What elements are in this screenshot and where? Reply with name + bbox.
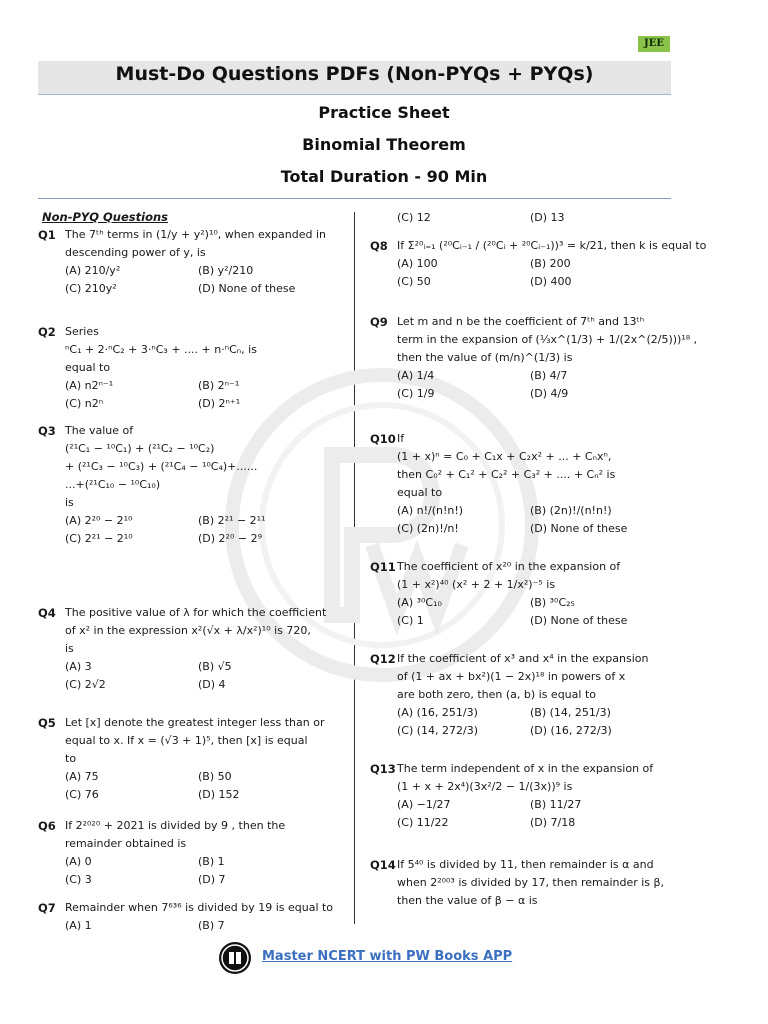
question-text: Let m and n be the coefficient of 7ᵗʰ and 13ᵗʰ [397,315,645,328]
answer-option: (B) 4/7 [530,369,568,382]
question-text: If the coefficient of x³ and x⁴ in the expansion [397,652,649,665]
question-number: Q3 [38,424,56,438]
question-text: descending power of y, is [65,246,206,259]
question-text: (1 + x)ⁿ = C₀ + C₁x + C₂x² + ... + Cₙxⁿ, [397,450,612,463]
answer-option: (C) 12 [397,211,431,224]
answer-option: (C) (14, 272/3) [397,724,479,737]
question-number: Q13 [370,762,396,776]
book-icon [219,942,251,974]
question-text: then the value of (m/n)^(1/3) is [397,351,573,364]
answer-option: (B) (2n)!/(n!n!) [530,504,612,517]
answer-option: (A) 0 [65,855,92,868]
question-text: equal to [65,361,111,374]
answer-option: (B) √5 [198,660,232,673]
question-text: The term independent of x in the expansion of [397,762,654,775]
answer-option: (C) 1 [397,614,424,627]
answer-option: (D) None of these [198,282,296,295]
answer-option: (D) None of these [530,614,628,627]
answer-option: (C) 2√2 [65,678,106,691]
section-label: Non-PYQ Questions [42,210,169,224]
duration-title: Total Duration - 90 Min [280,167,488,186]
header-rule [38,198,671,199]
answer-option: (B) (14, 251/3) [530,706,611,719]
question-text: equal to [397,486,443,499]
topic-title: Binomial Theorem [302,135,466,154]
question-text: Series [65,325,99,338]
answer-option: (C) 210y² [65,282,117,295]
question-text: are both zero, then (a, b) is equal to [397,688,596,701]
answer-option: (D) 7/18 [530,816,576,829]
pw-watermark-logo [222,365,542,685]
question-text: remainder obtained is [65,837,187,850]
question-text: Let [x] denote the greatest integer less than or [65,716,325,729]
question-number: Q1 [38,228,56,242]
question-number: Q2 [38,325,56,339]
question-text: is [65,642,74,655]
question-text: (1 + x²)⁴⁰ (x² + 2 + 1/x²)⁻⁵ is [397,578,556,591]
question-text: The positive value of λ for which the coefficient [65,606,327,619]
question-text: The coefficient of x²⁰ in the expansion of [397,560,621,573]
answer-option: (B) 200 [530,257,571,270]
answer-option: (D) 152 [198,788,240,801]
answer-option: (B) 7 [198,919,225,932]
question-text: term in the expansion of (⅓x^(1/3) + 1/(2x^(2/5)))¹⁸ , [397,333,698,346]
question-text: ⁿC₁ + 2·ⁿC₂ + 3·ⁿC₃ + .... + n·ⁿCₙ, is [65,343,257,356]
question-text: If 2²⁰²⁰ + 2021 is divided by 9 , then the [65,819,286,832]
answer-option: (A) ³⁰C₁₀ [397,596,442,609]
question-text: If [397,432,405,445]
question-text: (²¹C₁ − ¹⁰C₁) + (²¹C₂ − ¹⁰C₂) [65,442,215,455]
answer-option: (A) 1 [65,919,92,932]
question-number: Q4 [38,606,56,620]
question-number: Q7 [38,901,56,915]
question-number: Q6 [38,819,56,833]
answer-option: (A) n!/(n!n!) [397,504,464,517]
answer-option: (A) 2²⁰ − 2¹⁰ [65,514,133,527]
question-text: ...+(²¹C₁₀ − ¹⁰C₁₀) [65,478,161,491]
answer-option: (C) 11/22 [397,816,449,829]
question-text: then C₀² + C₁² + C₂² + C₃² + .... + Cₙ² is [397,468,616,481]
question-text: + (²¹C₃ − ¹⁰C₃) + (²¹C₄ − ¹⁰C₄)+...... [65,460,258,473]
sheet-title: Practice Sheet [318,103,450,122]
page-title: Must-Do Questions PDFs (Non-PYQs + PYQs) [115,63,594,85]
answer-option: (D) None of these [530,522,628,535]
answer-option: (C) 2²¹ − 2¹⁰ [65,532,133,545]
exam-badge: JEE [638,36,670,52]
question-number: Q12 [370,652,396,666]
answer-option: (D) 4 [198,678,226,691]
question-number: Q11 [370,560,396,574]
answer-option: (A) 3 [65,660,92,673]
answer-option: (C) 1/9 [397,387,435,400]
answer-option: (A) 210/y² [65,264,121,277]
question-text: (1 + x + 2x⁴)(3x²/2 − 1/(3x))⁹ is [397,780,573,793]
question-number: Q5 [38,716,56,730]
answer-option: (C) n2ⁿ [65,397,104,410]
question-text: Remainder when 7⁶³⁶ is divided by 19 is equal to [65,901,334,914]
answer-option: (A) 100 [397,257,438,270]
answer-option: (D) 2ⁿ⁺¹ [198,397,241,410]
answer-option: (D) 4/9 [530,387,569,400]
question-text: of x² in the expression x²(√x + λ/x²)¹⁰ is 720, [65,624,311,637]
question-text: If Σ²⁰ᵢ₌₁ (²⁰Cᵢ₋₁ / (²⁰Cᵢ + ²⁰Cᵢ₋₁))³ = k/21, then k is equal to [397,239,707,252]
answer-option: (D) (16, 272/3) [530,724,612,737]
answer-option: (A) (16, 251/3) [397,706,478,719]
answer-option: (C) (2n)!/n! [397,522,459,535]
answer-option: (C) 76 [65,788,99,801]
answer-option: (D) 7 [198,873,226,886]
question-text: when 2²⁰⁰³ is divided by 17, then remainder is β, [397,876,665,889]
question-text: is [65,496,74,509]
answer-option: (D) 400 [530,275,572,288]
answer-option: (D) 13 [530,211,565,224]
question-text: of (1 + ax + bx²)(1 − 2x)¹⁸ in powers of x [397,670,626,683]
answer-option: (B) 1 [198,855,225,868]
question-number: Q10 [370,432,396,446]
question-number: Q9 [370,315,388,329]
answer-option: (A) −1/27 [397,798,451,811]
question-text: The value of [65,424,134,437]
question-text: then the value of β − α is [397,894,538,907]
question-number: Q8 [370,239,388,253]
answer-option: (B) 2²¹ − 2¹¹ [198,514,266,527]
question-number: Q14 [370,858,396,872]
answer-option: (C) 50 [397,275,431,288]
answer-option: (A) 75 [65,770,99,783]
question-text: equal to x. If x = (√3 + 1)⁵, then [x] is equal [65,734,308,747]
answer-option: (B) 2ⁿ⁻¹ [198,379,240,392]
answer-option: (A) 1/4 [397,369,435,382]
question-text: to [65,752,77,765]
answer-option: (B) y²/210 [198,264,254,277]
question-text: The 7ᵗʰ terms in (1/y + y²)¹⁰, when expanded in [65,228,326,241]
answer-option: (B) ³⁰C₂₅ [530,596,575,609]
answer-option: (D) 2²⁰ − 2⁹ [198,532,262,545]
answer-option: (B) 11/27 [530,798,582,811]
answer-option: (C) 3 [65,873,92,886]
answer-option: (A) n2ⁿ⁻¹ [65,379,114,392]
question-text: If 5⁴⁰ is divided by 11, then remainder is α and [397,858,654,871]
footer-link[interactable]: Master NCERT with PW Books APP [262,949,513,964]
answer-option: (B) 50 [198,770,232,783]
